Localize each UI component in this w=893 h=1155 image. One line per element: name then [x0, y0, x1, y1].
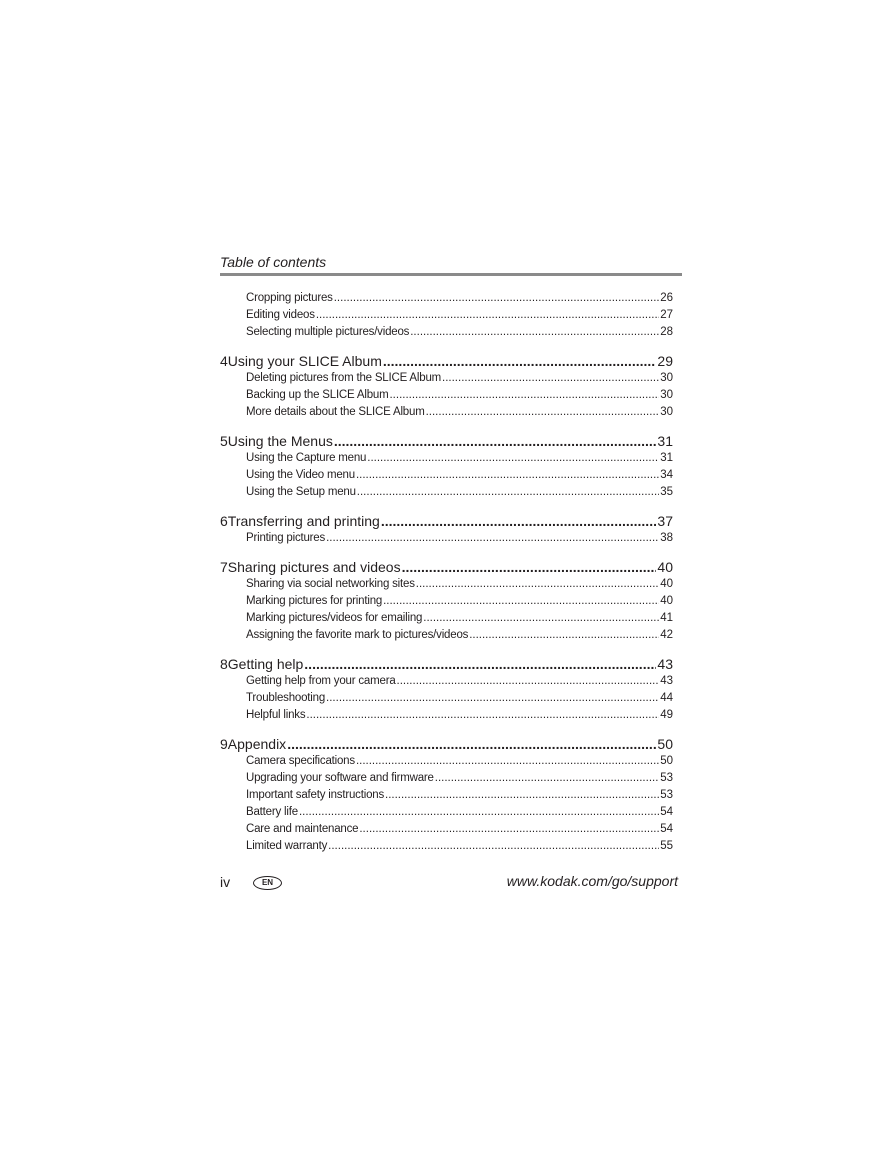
- page-ref: 34: [660, 469, 673, 481]
- toc-section-entry: [220, 610, 673, 627]
- dot-leader: [442, 370, 659, 387]
- section-title: Important safety instructions: [246, 789, 385, 801]
- dot-leader: [381, 512, 657, 530]
- chapter-title: Getting help: [227, 656, 304, 672]
- toc-chapter-entry: [220, 655, 673, 673]
- toc-section-entry: [220, 530, 673, 547]
- dot-leader: [326, 690, 659, 707]
- page-ref: 30: [660, 372, 673, 384]
- toc-section-entry: [220, 690, 673, 707]
- dot-leader: [397, 673, 660, 690]
- chapter-number: 5: [220, 433, 228, 449]
- chapter-number: 7: [220, 559, 228, 575]
- dot-leader: [299, 804, 659, 821]
- page-ref: 55: [660, 840, 673, 852]
- page-ref: 31: [657, 433, 673, 449]
- section-title: Camera specifications: [246, 755, 355, 767]
- section-title: More details about the SLICE Album: [246, 406, 425, 418]
- toc-chapter-entry: [220, 352, 673, 370]
- dot-leader: [304, 655, 656, 673]
- toc-section-entry: [220, 290, 673, 307]
- dot-leader: [334, 290, 659, 307]
- toc-chapter-entry: [220, 432, 673, 450]
- chapter-title: Using your SLICE Album: [227, 353, 382, 369]
- dot-leader: [383, 352, 657, 370]
- dot-leader: [287, 735, 656, 753]
- toc-section-entry: [220, 404, 673, 421]
- toc-chapter-entry: [220, 512, 673, 530]
- language-badge: EN: [253, 876, 282, 890]
- chapter-number: 8: [220, 656, 228, 672]
- section-title: Cropping pictures: [246, 292, 333, 304]
- page-ref: 49: [660, 709, 673, 721]
- toc-section-entry: [220, 484, 673, 501]
- dot-leader: [410, 324, 659, 341]
- page-ref: 31: [660, 452, 673, 464]
- section-title: Backing up the SLICE Album: [246, 389, 389, 401]
- section-title: Helpful links: [246, 709, 306, 721]
- toc-section-entry: [220, 387, 673, 404]
- dot-leader: [469, 627, 659, 644]
- section-title: Selecting multiple pictures/videos: [246, 326, 410, 338]
- section-title: Printing pictures: [246, 532, 326, 544]
- chapter-title: Transferring and printing: [227, 513, 380, 529]
- page-header-title: Table of contents: [220, 254, 327, 270]
- dot-leader: [389, 387, 659, 404]
- toc-section-entry: [220, 370, 673, 387]
- page-ref: 28: [660, 326, 673, 338]
- toc-section-entry: [220, 787, 673, 804]
- page-ref: 43: [660, 675, 673, 687]
- dot-leader: [357, 484, 659, 501]
- section-title: Using the Video menu: [246, 469, 355, 481]
- page-ref: 54: [660, 806, 673, 818]
- chapter-title: Using the Menus: [227, 433, 333, 449]
- chapter-number: 6: [220, 513, 228, 529]
- toc-section-entry: [220, 467, 673, 484]
- chapter-title: Appendix: [227, 736, 287, 752]
- page-ref: 35: [660, 486, 673, 498]
- dot-leader: [383, 593, 659, 610]
- dot-leader: [306, 707, 659, 724]
- section-title: Using the Capture menu: [246, 452, 367, 464]
- page-ref: 30: [660, 389, 673, 401]
- section-title: Care and maintenance: [246, 823, 359, 835]
- toc-section-entry: [220, 821, 673, 838]
- toc-section-entry: [220, 804, 673, 821]
- page-ref: 54: [660, 823, 673, 835]
- header-divider: [220, 273, 682, 276]
- page-ref: 41: [660, 612, 673, 624]
- page-ref: 29: [657, 353, 673, 369]
- dot-leader: [328, 838, 659, 855]
- toc-section-entry: [220, 838, 673, 855]
- page-ref: 53: [660, 789, 673, 801]
- page-ref: 50: [657, 736, 673, 752]
- chapter-number: 4: [220, 353, 228, 369]
- dot-leader: [426, 404, 660, 421]
- toc-section-entry: [220, 627, 673, 644]
- page-ref: 42: [660, 629, 673, 641]
- section-title: Limited warranty: [246, 840, 328, 852]
- section-title: Sharing via social networking sites: [246, 578, 415, 590]
- page-ref: 27: [660, 309, 673, 321]
- toc-chapter-entry: [220, 558, 673, 576]
- section-title: Getting help from your camera: [246, 675, 396, 687]
- page-ref: 53: [660, 772, 673, 784]
- chapter-title: Sharing pictures and videos: [227, 559, 401, 575]
- page-number: iv: [220, 874, 231, 890]
- toc-section-entry: [220, 576, 673, 593]
- table-of-contents: [220, 290, 673, 855]
- support-url: www.kodak.com/go/support: [506, 873, 678, 889]
- section-title: Deleting pictures from the SLICE Album: [246, 372, 442, 384]
- page-ref: 37: [657, 513, 673, 529]
- section-title: Battery life: [246, 806, 298, 818]
- toc-section-entry: [220, 593, 673, 610]
- dot-leader: [356, 753, 659, 770]
- section-title: Assigning the favorite mark to pictures/videos: [246, 629, 469, 641]
- page-ref: 44: [660, 692, 673, 704]
- page-ref: 40: [660, 578, 673, 590]
- dot-leader: [435, 770, 659, 787]
- dot-leader: [423, 610, 659, 627]
- toc-section-entry: [220, 707, 673, 724]
- section-title: Using the Setup menu: [246, 486, 356, 498]
- toc-section-entry: [220, 770, 673, 787]
- section-title: Troubleshooting: [246, 692, 326, 704]
- toc-chapter-entry: [220, 735, 673, 753]
- toc-section-entry: [220, 450, 673, 467]
- toc-section-entry: [220, 673, 673, 690]
- dot-leader: [334, 432, 657, 450]
- dot-leader: [326, 530, 659, 547]
- section-title: Editing videos: [246, 309, 315, 321]
- toc-section-entry: [220, 324, 673, 341]
- dot-leader: [359, 821, 659, 838]
- page-ref: 43: [657, 656, 673, 672]
- dot-leader: [416, 576, 659, 593]
- toc-section-entry: [220, 753, 673, 770]
- chapter-number: 9: [220, 736, 228, 752]
- page-ref: 38: [660, 532, 673, 544]
- page-ref: 40: [657, 559, 673, 575]
- dot-leader: [367, 450, 659, 467]
- dot-leader: [385, 787, 659, 804]
- page-ref: 26: [660, 292, 673, 304]
- section-title: Marking pictures for printing: [246, 595, 383, 607]
- toc-section-entry: [220, 307, 673, 324]
- page-ref: 50: [660, 755, 673, 767]
- dot-leader: [316, 307, 659, 324]
- page-ref: 40: [660, 595, 673, 607]
- page-ref: 30: [660, 406, 673, 418]
- section-title: Marking pictures/videos for emailing: [246, 612, 423, 624]
- section-title: Upgrading your software and firmware: [246, 772, 434, 784]
- dot-leader: [356, 467, 659, 484]
- dot-leader: [402, 558, 657, 576]
